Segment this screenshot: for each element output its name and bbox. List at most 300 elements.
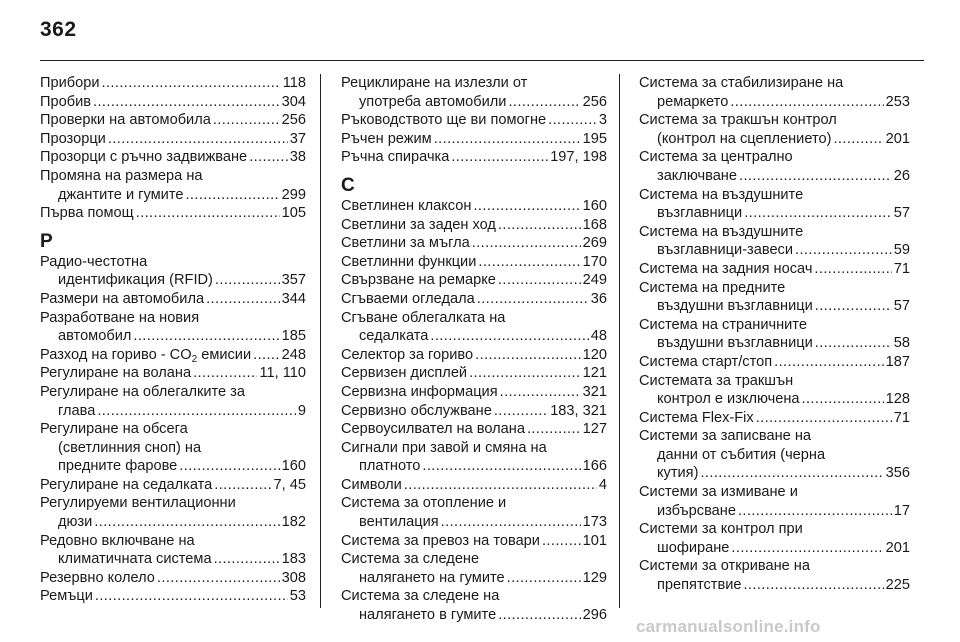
- index-term: Светлини за мъгла: [341, 235, 470, 252]
- index-entry: [639, 520, 910, 557]
- index-entry-line: [40, 93, 306, 112]
- leader-dots: [815, 297, 892, 316]
- index-entry-line: [40, 364, 306, 383]
- index-entry-line: [40, 186, 306, 205]
- index-entry: [639, 483, 910, 520]
- index-entry-line: [639, 427, 910, 446]
- page-reference: 166: [582, 458, 607, 475]
- page-reference: 357: [281, 272, 306, 289]
- page-reference: 127: [582, 421, 607, 438]
- index-entry-line: [639, 316, 910, 335]
- page-reference: 59: [893, 242, 910, 259]
- leader-dots: [451, 148, 548, 167]
- index-term: Системата за тракшън: [639, 372, 794, 389]
- page-reference: 105: [281, 205, 306, 222]
- index-entry: [341, 439, 607, 476]
- index-entry-line: [639, 241, 910, 260]
- index-entry-line: [40, 420, 306, 439]
- index-term: Системи за измиване и: [639, 484, 798, 501]
- index-entry: [40, 167, 306, 204]
- index-entry: [341, 476, 607, 495]
- index-entry: [40, 364, 306, 383]
- index-term: Система старт/стоп: [639, 353, 773, 370]
- index-term: Система на задния носач: [639, 260, 813, 277]
- index-entry-line: [40, 402, 306, 421]
- page-reference: 304: [281, 93, 306, 110]
- index-term: Система за тракшън контрол: [639, 112, 837, 129]
- index-entry-line: [341, 606, 607, 625]
- leader-dots: [731, 539, 883, 558]
- index-entry-line: [639, 539, 910, 558]
- index-term: Рециклиране на излезли от: [341, 75, 528, 91]
- page-reference: 356: [885, 465, 910, 482]
- index-entry-line: [40, 550, 306, 569]
- index-term: Размери на автомобила: [40, 290, 205, 307]
- index-entry: [341, 216, 607, 235]
- index-entry: [40, 383, 306, 420]
- page-reference: 225: [885, 577, 910, 594]
- index-term: Регулируеми вентилационни: [40, 495, 236, 512]
- index-term: Сервоусилвател на волана: [341, 421, 525, 438]
- page-reference: 173: [582, 514, 607, 531]
- index-entry-line: [40, 457, 306, 476]
- index-term: Системи за записване на: [639, 428, 811, 445]
- index-term: Система на предните: [639, 279, 786, 296]
- index-term: употреба автомобили: [359, 93, 507, 110]
- index-entry: [40, 309, 306, 346]
- index-term: заключване: [657, 167, 737, 184]
- index-term: Регулиране на облегалките за: [40, 383, 245, 400]
- index-entry: [341, 148, 607, 167]
- index-entry-line: [341, 476, 607, 495]
- leader-dots: [108, 130, 288, 149]
- index-entry-line: [341, 74, 607, 93]
- page-reference: 48: [590, 328, 607, 345]
- index-entry: [40, 587, 306, 606]
- page-reference: 58: [893, 335, 910, 352]
- index-entry: [40, 204, 306, 223]
- index-term: Регулиране на седалката: [40, 476, 213, 493]
- leader-dots: [743, 576, 883, 595]
- index-term: Сгъваеми огледала: [341, 290, 475, 307]
- index-entry: [40, 130, 306, 149]
- index-term: идентификация (RFID): [58, 272, 213, 289]
- index-entry-line: [639, 297, 910, 316]
- index-entry: [40, 93, 306, 112]
- index-term: Първа помощ: [40, 205, 134, 222]
- index-entry-line: [639, 409, 910, 428]
- index-entry-line: [40, 494, 306, 513]
- leader-dots: [404, 476, 597, 495]
- index-term: Селектор за гориво: [341, 346, 474, 363]
- index-entry-line: [639, 186, 910, 205]
- page-reference: 36: [590, 290, 607, 307]
- index-entry-line: [40, 167, 306, 186]
- index-term: Система Flex-Fix: [639, 409, 754, 426]
- index-entry: [40, 111, 306, 130]
- leader-dots: [185, 186, 279, 205]
- index-entry-line: [341, 532, 607, 551]
- index-entry-line: [639, 464, 910, 483]
- index-entry: [341, 253, 607, 272]
- leader-dots: [215, 271, 280, 290]
- index-term: Свързване на ремарке: [341, 272, 496, 289]
- header-rule: [40, 60, 924, 61]
- index-term: Ръчна спирачка: [341, 149, 450, 166]
- leader-dots: [469, 364, 581, 383]
- index-entry-line: [341, 439, 607, 458]
- page-reference: 38: [289, 149, 306, 166]
- index-term: Системи за откриване на: [639, 558, 810, 575]
- index-term: Светлинни функции: [341, 253, 477, 270]
- index-term: платното: [359, 458, 421, 475]
- index-term: (контрол на сцеплението): [657, 130, 832, 147]
- leader-dots: [95, 587, 288, 606]
- leader-dots: [249, 148, 288, 167]
- leader-dots: [206, 290, 280, 309]
- page-reference: 128: [885, 391, 910, 408]
- index-entry-line: [40, 476, 306, 495]
- leader-dots: [494, 402, 548, 421]
- index-entry-line: [639, 372, 910, 391]
- index-term: [40, 346, 251, 365]
- index-entry-line: [341, 513, 607, 532]
- index-term: Система на въздушните: [639, 223, 804, 240]
- index-term: климатичната система: [58, 551, 212, 568]
- index-term: седалката: [359, 328, 429, 345]
- page-reference: 71: [893, 260, 910, 277]
- index-term: Сгъване облегалката на: [341, 309, 506, 326]
- index-term: Разработване на новия: [40, 309, 200, 326]
- index-entry-line: [341, 587, 607, 606]
- section-letter: Р: [40, 230, 53, 252]
- index-entry-line: [341, 457, 607, 476]
- index-entry-line: [639, 483, 910, 502]
- leader-dots: [815, 334, 892, 353]
- index-term: Система за отопление и: [341, 495, 507, 512]
- index-term: автомобил: [58, 328, 132, 345]
- index-term: Прибори: [40, 75, 100, 91]
- index-entry: [40, 346, 306, 365]
- page-reference: 118: [282, 75, 306, 91]
- leader-dots: [498, 216, 581, 235]
- index-entry: [341, 234, 607, 253]
- index-term: Система на страничните: [639, 316, 807, 333]
- index-term: Система за стабилизиране на: [639, 75, 844, 91]
- index-entry-line: [40, 204, 306, 223]
- page-reference: 183, 321: [550, 402, 607, 419]
- index-entry: [639, 148, 910, 185]
- index-term: Ръководството ще ви помогне: [341, 112, 547, 129]
- index-entry-line: [40, 346, 306, 365]
- leader-dots: [94, 513, 279, 532]
- index-entry-line: [40, 439, 306, 458]
- leader-dots: [500, 383, 581, 402]
- leader-dots: [739, 167, 892, 186]
- page-reference: 53: [289, 588, 306, 605]
- index-entry: [341, 111, 607, 130]
- index-entry: [639, 427, 910, 483]
- page-reference: 7, 45: [273, 476, 306, 493]
- index-entry-line: [639, 279, 910, 298]
- index-entry-line: [341, 494, 607, 513]
- index-term: Резервно колело: [40, 569, 155, 586]
- index-entry-line: [40, 532, 306, 551]
- index-term: вентилация: [359, 514, 439, 531]
- index-term: Система за следене на: [341, 588, 500, 605]
- index-entry: [341, 130, 607, 149]
- leader-dots: [738, 502, 892, 521]
- index-entry: [341, 197, 607, 216]
- page-reference: 101: [582, 532, 607, 549]
- index-entry-line: [639, 446, 910, 465]
- index-term: Система на въздушните: [639, 186, 804, 203]
- index-entry-line: [639, 520, 910, 539]
- leader-dots: [441, 513, 581, 532]
- page-reference: 3: [598, 112, 607, 129]
- index-term: Сервизно обслужване: [341, 402, 492, 419]
- column-divider: [320, 74, 321, 608]
- index-entry-line: [341, 253, 607, 272]
- index-entry: [639, 409, 910, 428]
- index-entry-line: [341, 290, 607, 309]
- index-entry-line: [341, 327, 607, 346]
- index-entry: [341, 271, 607, 290]
- index-term: избърсване: [657, 502, 736, 519]
- page-reference: 195: [582, 130, 607, 147]
- page-reference: 296: [582, 607, 607, 624]
- index-entry-line: [40, 74, 306, 93]
- index-entry: [341, 364, 607, 383]
- index-entry-line: [341, 420, 607, 439]
- index-term: Системи за контрол при: [639, 521, 803, 538]
- index-column-3: [639, 74, 910, 595]
- index-entry: [40, 420, 306, 476]
- index-entry-line: [341, 148, 607, 167]
- page-reference: 183: [281, 551, 306, 568]
- leader-dots: [730, 93, 883, 112]
- index-entry: [341, 550, 607, 587]
- page-reference: 170: [582, 253, 607, 270]
- index-term: Светлинен клаксон: [341, 197, 472, 214]
- index-entry-line: [341, 93, 607, 112]
- index-entry-line: [639, 502, 910, 521]
- index-term: Сигнали при завой и смяна на: [341, 439, 547, 456]
- index-entry: [40, 476, 306, 495]
- index-entry: [40, 148, 306, 167]
- page-reference: 71: [893, 409, 910, 426]
- page-reference: 9: [297, 402, 306, 419]
- index-term: глава: [58, 402, 96, 419]
- index-entry-line: [639, 353, 910, 372]
- index-entry: [341, 532, 607, 551]
- index-entry: [639, 111, 910, 148]
- leader-dots: [213, 111, 280, 130]
- leader-dots: [214, 476, 271, 495]
- page-reference: 201: [885, 130, 910, 147]
- page-reference: 182: [281, 514, 306, 531]
- leader-dots: [498, 606, 580, 625]
- watermark: carmanualsonline.info: [636, 617, 821, 636]
- index-column-2: [341, 74, 607, 625]
- index-entry: [639, 557, 910, 594]
- leader-dots: [157, 569, 280, 588]
- index-entry: [639, 260, 910, 279]
- index-entry-line: [639, 334, 910, 353]
- index-term: Регулиране на волана: [40, 365, 192, 382]
- leader-dots: [136, 204, 280, 223]
- page-reference: 256: [582, 93, 607, 110]
- page-reference: 344: [281, 290, 306, 307]
- index-term: Радио-честотна: [40, 253, 148, 270]
- leader-dots: [507, 569, 581, 588]
- index-entry: [639, 186, 910, 223]
- leader-dots: [434, 130, 581, 149]
- index-entry-line: [40, 111, 306, 130]
- subscript: 2: [191, 353, 198, 365]
- index-term: предните фарове: [58, 458, 178, 475]
- index-entry-line: [639, 204, 910, 223]
- index-entry-line: [639, 167, 910, 186]
- index-term: Система за превоз на товари: [341, 532, 540, 549]
- index-entry: [639, 223, 910, 260]
- leader-dots: [774, 353, 884, 372]
- index-term: Сервизен дисплей: [341, 365, 468, 382]
- index-entry: [341, 402, 607, 421]
- index-term: налягането на гумите: [359, 569, 505, 586]
- page-reference: 256: [281, 112, 306, 129]
- index-entry-line: [341, 111, 607, 130]
- index-entry-line: [341, 271, 607, 290]
- page-reference: 321: [582, 383, 607, 400]
- page-reference: 269: [582, 235, 607, 252]
- index-term: ремаркето: [657, 93, 729, 110]
- index-entry: [639, 372, 910, 409]
- leader-dots: [179, 457, 279, 476]
- index-entry-line: [341, 550, 607, 569]
- index-term: (светлинния сноп) на: [58, 439, 202, 456]
- leader-dots: [802, 390, 884, 409]
- leader-dots: [477, 290, 589, 309]
- index-entry-line: [639, 223, 910, 242]
- index-term: Промяна на размера на: [40, 167, 203, 184]
- index-entry-line: [639, 576, 910, 595]
- index-term: кутия): [657, 465, 699, 482]
- page-reference: 57: [893, 298, 910, 315]
- index-term: възглавници-завеси: [657, 242, 794, 259]
- index-entry-line: [341, 346, 607, 365]
- page-reference: 248: [281, 346, 306, 363]
- leader-dots: [814, 260, 891, 279]
- leader-dots: [102, 74, 281, 93]
- index-entry: [639, 316, 910, 353]
- index-entry: [639, 74, 910, 111]
- index-entry-line: [639, 111, 910, 130]
- index-entry-line: [639, 148, 910, 167]
- index-entry-line: [40, 513, 306, 532]
- page-reference: 26: [893, 167, 910, 184]
- index-entry: [40, 290, 306, 309]
- index-term: Система за следене: [341, 551, 480, 568]
- section-letter: С: [341, 174, 355, 196]
- index-entry-line: [341, 383, 607, 402]
- index-term: Ремъци: [40, 588, 93, 605]
- index-term: Символи: [341, 476, 402, 493]
- index-entry-line: [40, 290, 306, 309]
- index-entry: [341, 74, 607, 111]
- index-entry-line: [40, 587, 306, 606]
- index-term: Проверки на автомобила: [40, 112, 211, 129]
- index-entry-line: [40, 148, 306, 167]
- index-term: Прозорци с ръчно задвижване: [40, 149, 248, 166]
- leader-dots: [253, 346, 280, 365]
- index-term: данни от събития (черна: [657, 446, 826, 463]
- leader-dots: [214, 550, 280, 569]
- index-entry-line: [341, 569, 607, 588]
- index-term: контрол е изключена: [657, 391, 800, 408]
- leader-dots: [93, 93, 280, 112]
- index-entry: [341, 346, 607, 365]
- index-entry: [341, 383, 607, 402]
- page-reference: 17: [893, 502, 910, 519]
- leader-dots: [478, 253, 580, 272]
- index-entry-line: [341, 234, 607, 253]
- index-entry-line: [40, 271, 306, 290]
- index-term: Регулиране на обсега: [40, 421, 188, 438]
- index-entry: [40, 74, 306, 93]
- index-entry-line: [341, 309, 607, 328]
- page-reference: 253: [885, 93, 910, 110]
- leader-dots: [133, 327, 279, 346]
- index-term: Пробив: [40, 93, 91, 110]
- index-entry: [40, 569, 306, 588]
- index-entry-line: [639, 130, 910, 149]
- index-entry-line: [639, 74, 910, 93]
- page-reference: 249: [582, 272, 607, 289]
- leader-dots: [472, 234, 581, 253]
- page-reference: 299: [281, 186, 306, 203]
- leader-dots: [542, 532, 581, 551]
- index-entry-line: [40, 569, 306, 588]
- index-term: Прозорци: [40, 130, 106, 147]
- leader-dots: [498, 271, 581, 290]
- index-entry-line: [639, 557, 910, 576]
- index-term: възглавници: [657, 205, 743, 222]
- index-entry: [40, 494, 306, 531]
- index-entry-line: [40, 383, 306, 402]
- index-entry-line: [341, 130, 607, 149]
- leader-dots: [756, 409, 892, 428]
- leader-dots: [430, 327, 588, 346]
- leader-dots: [833, 130, 883, 149]
- page-reference: 37: [289, 130, 306, 147]
- index-term: джантите и гумите: [58, 186, 184, 203]
- index-entry-line: [341, 364, 607, 383]
- page-reference: 129: [582, 569, 607, 586]
- index-entry: [341, 494, 607, 531]
- page-number: 362: [40, 18, 77, 41]
- leader-dots: [795, 241, 892, 260]
- page-reference: 168: [582, 216, 607, 233]
- index-term: въздушни възглавници: [657, 335, 813, 352]
- page-reference: 197, 198: [550, 149, 607, 166]
- page-reference: 4: [598, 476, 607, 493]
- page-reference: 120: [582, 346, 607, 363]
- index-term: Сервизна информация: [341, 383, 498, 400]
- index-column-1: [40, 74, 306, 606]
- index-term: Система за централно: [639, 149, 793, 166]
- page-reference: 160: [281, 458, 306, 475]
